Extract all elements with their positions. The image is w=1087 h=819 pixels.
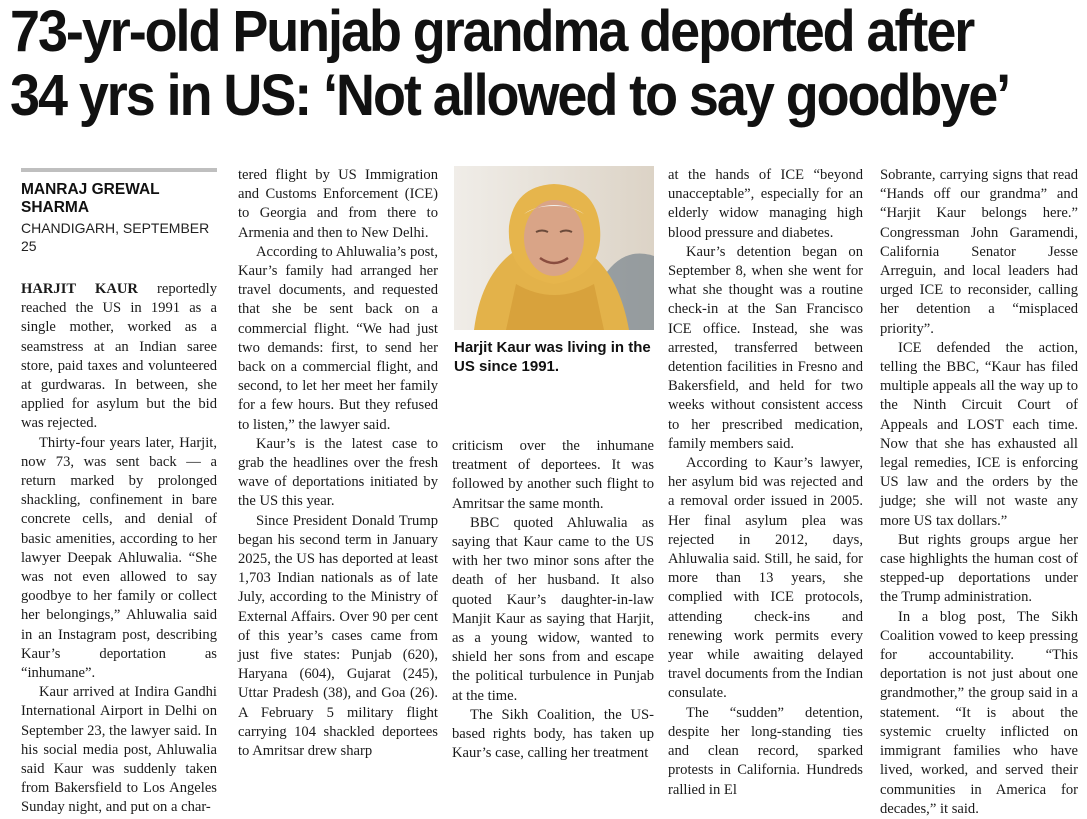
headline-line-2: 34 yrs in US: ‘Not allowed to say goodbye’ [10,63,1010,128]
paragraph-text: reportedly reached the US in 1991 as a single mother, worked as a seamstress at an Indian saree store, paid taxes and volunteered at gurdwaras. In between, she applied for asylum but the bid was rejected. [21,281,217,432]
paragraph: BBC quoted Ahluwalia as saying that Kaur came to the US with her two minor sons after the death of her husband. It also quoted Kaur’s daughter-in-law Manjit Kaur as saying that Harjit, as a young widow, wanted to shield her sons from and escape the political turbulence in Punjab at the time. [452,514,654,704]
lead-in: HARJIT KAUR [21,281,138,297]
paragraph: Sobrante, carrying signs that read “Hands off our grandma” and “Harjit Kaur belongs here.” Congressman John Garamendi, California Senator Jesse Arreguin, and local leaders had urged ICE to reconsider, calling her detention a “misplaced priority”. [880,167,1078,337]
paragraph: But rights groups argue her case highlights the human cost of stepped-up deportations under the Trump administration. [880,531,1078,606]
article-column-4 [668,166,863,800]
paragraph: Kaur’s is the latest case to grab the headlines over the fresh wave of deportations initiated by the US this year. [238,435,438,510]
paragraph: The “sudden” detention, despite her long-standing ties and clean record, sparked protests in California. Hundreds rallied in El [668,704,863,798]
byline-author: MANRAJ GREWAL SHARMA [21,181,160,216]
article-column-2 [238,166,438,761]
dateline: CHANDIGARH, SEPTEMBER 25 [21,220,210,254]
paragraph: criticism over the inhumane treatment of deportees. It was followed by another such flight to Amritsar the same month. [452,438,654,512]
paragraph: The Sikh Coalition, the US-based rights body, has taken up Kaur’s case, calling her treatment [452,706,654,762]
paragraph: at the hands of ICE “beyond unacceptable”, especially for an elderly widow managing high blood pressure and diabetes. [668,167,863,241]
photo-caption: Harjit Kaur was living in the US since 1991. [454,339,651,375]
paragraph: According to Ahluwalia’s post, Kaur’s family had arranged her travel documents, and requested that she be sent back on a commercial flight. “We had just two demands: first, to send her back on a commercial flight, and second, to let her meet her family for a few hours. But they refused to listen,” the lawyer said. [238,243,438,433]
headline-line-1: 73-yr-old Punjab grandma deported after [10,0,974,64]
article-column-5 [880,166,1078,819]
article-column-3 [452,437,654,763]
paragraph: Thirty-four years later, Harjit, now 73, was sent back — a return marked by prolonged shackling, confinement in bare concrete cells, and denial of basic amenities, according to her lawyer Deepak Ahluwalia. “She was not even allowed to say goodbye to her family or collect her belongings,” Ahluwalia said in an Instagram post, describing Kaur’s deportation as “inhumane”. [21,434,217,682]
portrait-photo [454,166,654,330]
paragraph: Kaur arrived at Indira Gandhi International Airport in Delhi on September 23, the lawyer said. In his social media post, Ahluwalia said Kaur was suddenly taken from Bakersfield to Los Angeles Sunday night, and put on a char- [21,684,217,816]
headline [10,0,1010,128]
article-column-1 [21,280,217,818]
byline-rule [21,168,217,172]
portrait-illustration [454,166,654,330]
paragraph [21,280,217,434]
paragraph: In a blog post, The Sikh Coalition vowed to keep pressing for accountability. “This deportation is not just about one grandmother,” the group said in a statement. “It is about the systemic cruelty inflicted on immigrant families who have lived, worked, and served their communities in America for decades,” it said. [880,608,1078,817]
paragraph: Since President Donald Trump began his second term in January 2025, the US has deported at least 1,703 Indian nationals as of late July, according to the Ministry of External Affairs. Over 90 per cent of this year’s cases came from just five states: Punjab (620), Haryana (604), Gujarat (245), Uttar Pradesh (38), and Goa (26). A February 5 military flight carrying 104 shackled deportees to Amritsar drew sharp [238,512,438,760]
paragraph: tered flight by US Immigration and Customs Enforcement (ICE) to Georgia and from there to Armenia and then to New Delhi. [238,167,438,241]
paragraph: According to Kaur’s lawyer, her asylum bid was rejected and a removal order issued in 2005. Her final asylum plea was rejected in 2012, days, Ahluwalia said. Still, he said, for more than 13 years, she complied with ICE protocols, attending check-ins and renewing work permits every year while awaiting delayed travel documents from the Indian consulate. [668,455,863,702]
paragraph: ICE defended the action, telling the BBC, “Kaur has filed multiple appeals all the way up to the Ninth Circuit Court of Appeals and LOST each time. Now that she has exhausted all legal remedies, ICE is enforcing US law and the orders by the judge; she will not waste any more US tax dollars.” [880,339,1078,529]
paragraph: Kaur’s detention began on September 8, when she went for what she thought was a routine check-in at the San Francisco ICE office. Instead, she was arrested, transferred between detention facilities in Fresno and Bakersfield, and held for two weeks without consistent access to her prescribed medication, family members said. [668,243,863,452]
